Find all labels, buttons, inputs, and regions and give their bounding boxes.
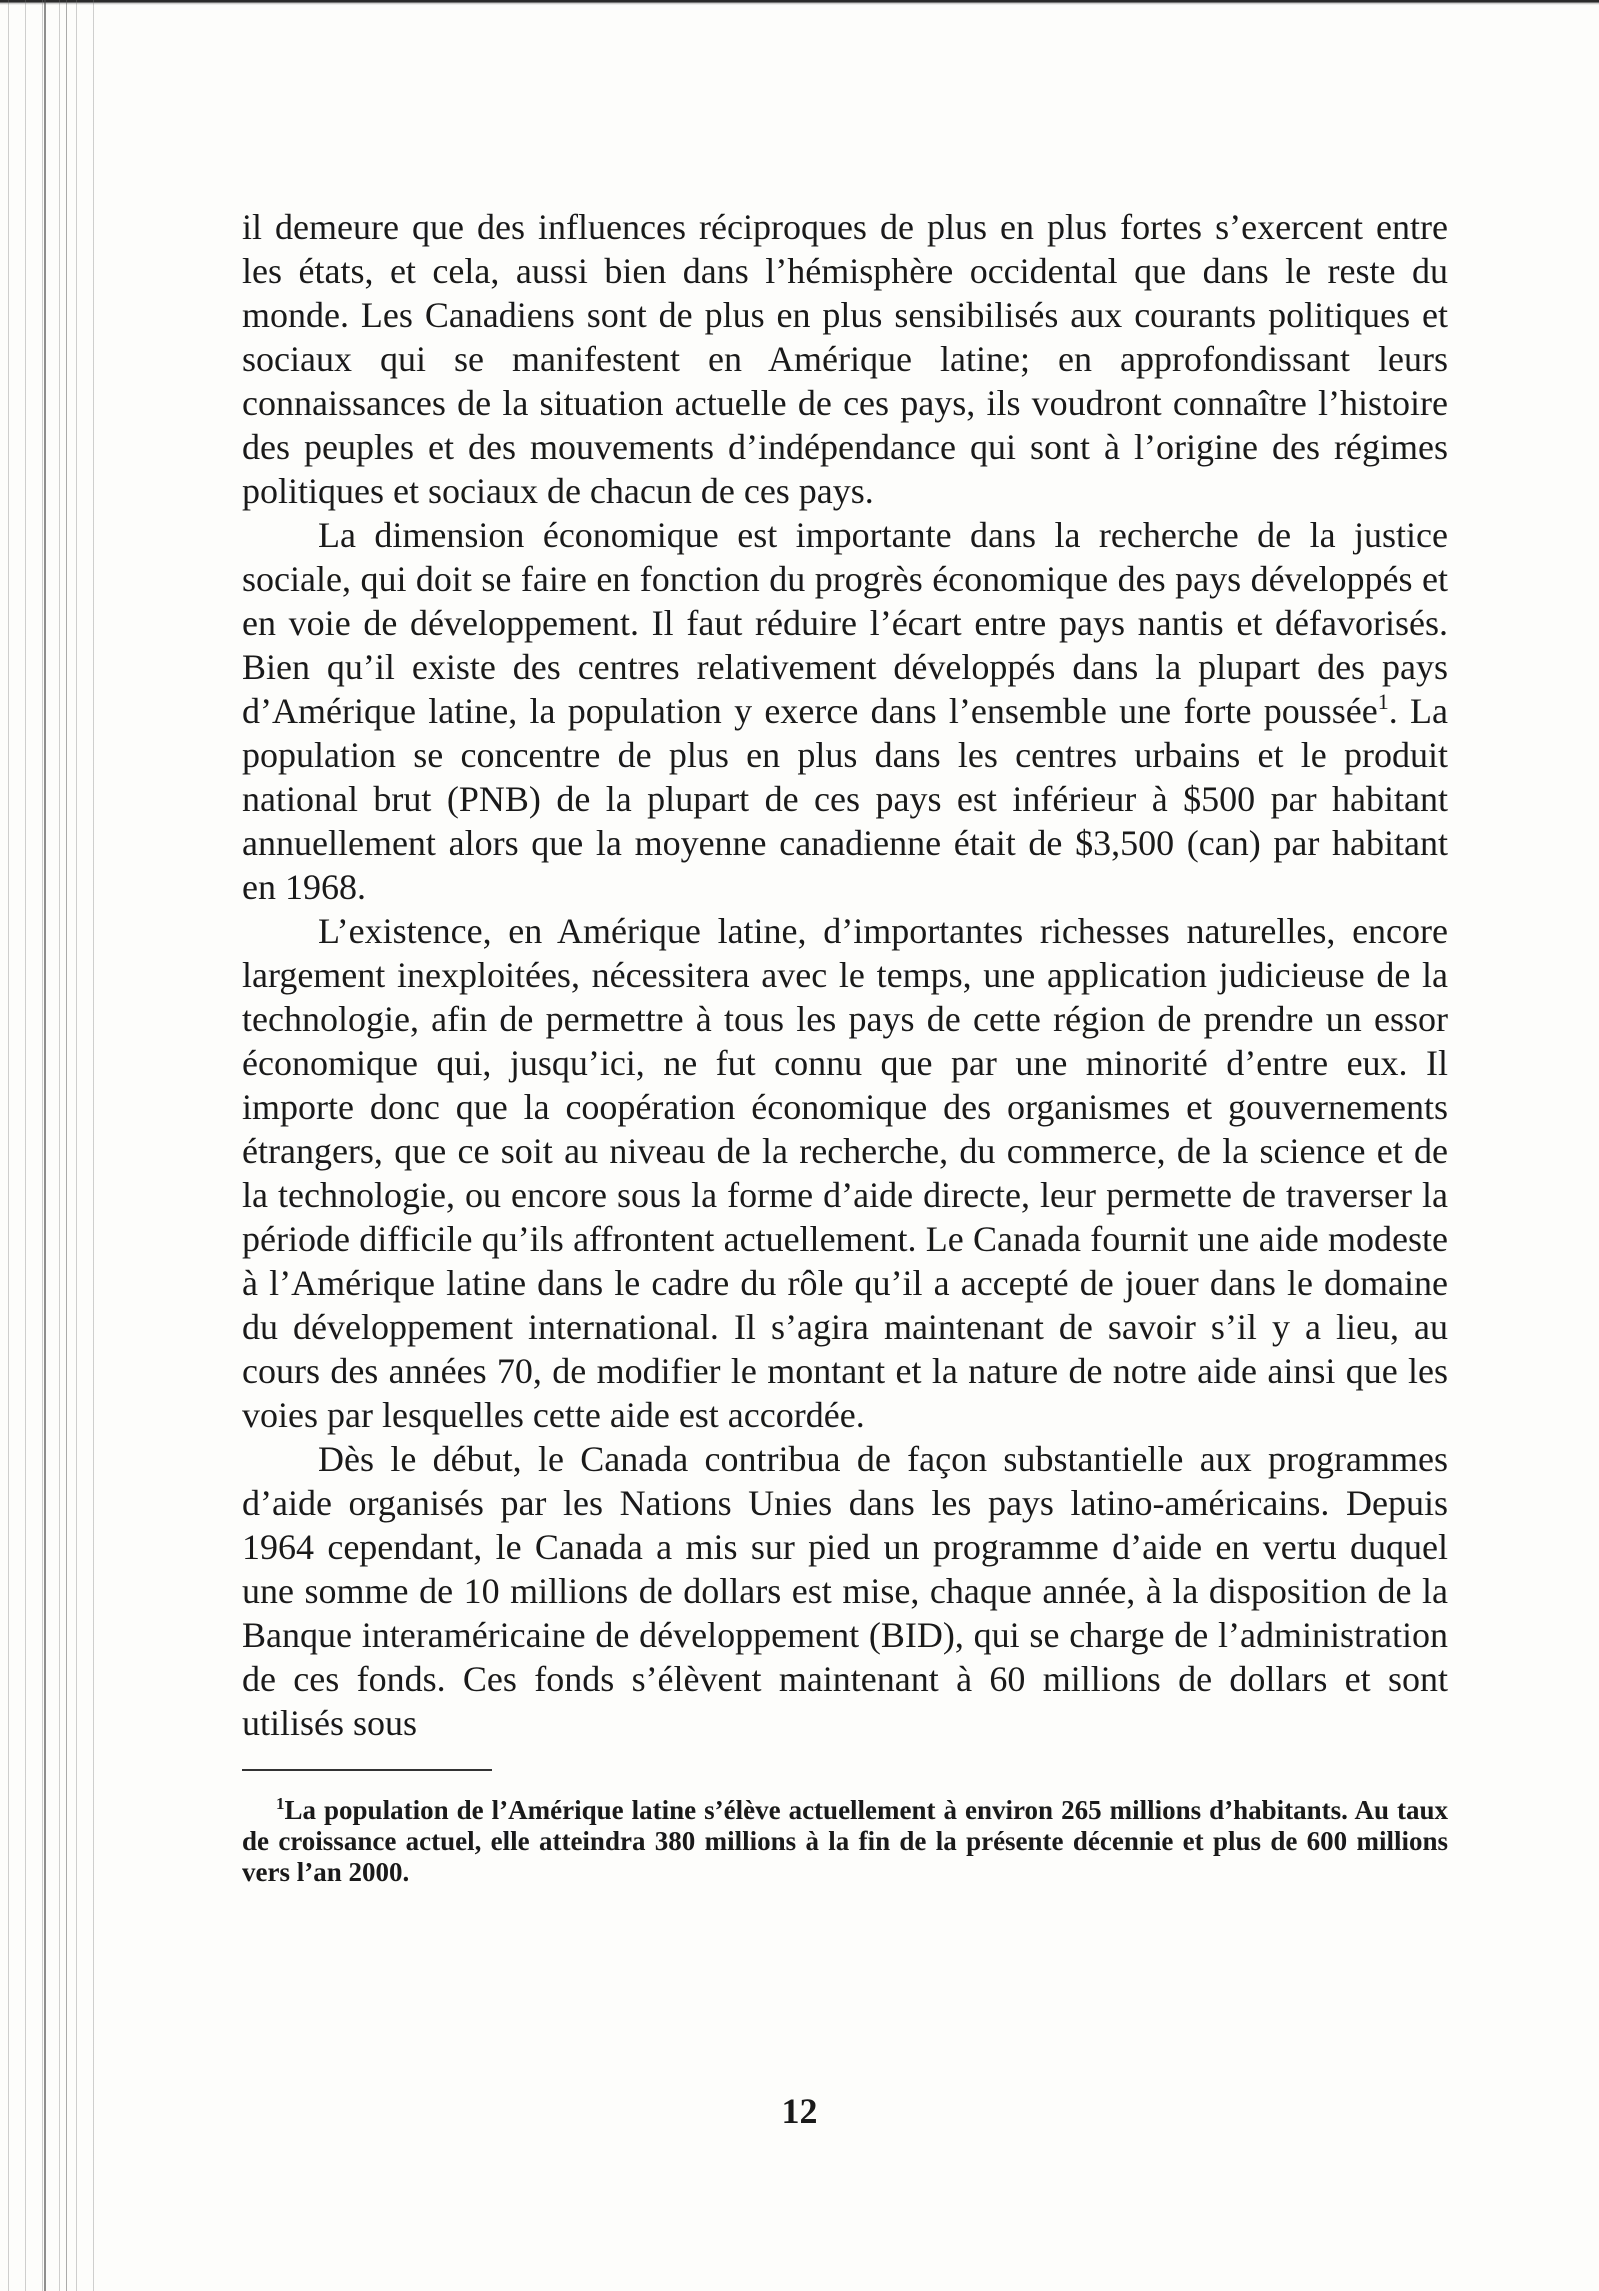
scan-binding-edge	[0, 0, 95, 2291]
footnote-reference[interactable]: 1	[1377, 689, 1389, 714]
page-content	[242, 205, 1448, 1888]
footnote-divider	[242, 1769, 492, 1771]
page-number: 12	[781, 2091, 818, 2131]
paragraph-1: il demeure que des influences réciproques de plus en plus fortes s’exercent entre les états, et cela, aussi bien dans l’hémisphère occidental que dans le reste du monde. Les Canadiens sont de plus en plus sensibilisés aux courants politiques et sociaux qui se manifestent en Amérique latine; en approfondissant leurs connaissances de la situation actuelle de ces pays, ils voudront connaître l’histoire des peuples et des mouvements d’indépendance qui sont à l’origine des régimes politiques et sociaux de chacun de ces pays.	[242, 207, 1448, 511]
paragraph-2-continuation: La population se concentre de plus en plus dans les centres urbains et le produit national brut (PNB) de la plupart de ces pays est inférieur à $500 par habitant annuellement alors que la moyenne canadienne était de $3,500 (can) par habitant en 1968.	[242, 691, 1448, 907]
paragraph-2-text: La dimension économique est importante dans la recherche de la justice sociale, qui doit se faire en fonction du progrès économique des pays développés et en voie de développement. Il faut réduire l’écart entre pays nantis et défavorisés. Bien qu’il existe des centres relativement développés dans la plupart des pays d’Amérique latine, la population y exerce dans l’ensemble une forte poussée	[242, 515, 1448, 731]
footnote-marker: 1	[276, 1794, 285, 1813]
paragraph-2: La dimension économique est importante dans la recherche de la justice sociale, qui doit se faire en fonction du progrès économique des pays développés et en voie de développement. Il faut réduire l’écart entre pays nantis et défavorisés. Bien qu’il existe des centres relativement développés dans la plupart des pays d’Amérique latine, la population y exerce dans l’ensemble une forte poussée$^1$. La population se concentre de plus en plus dans les centres urbains et le produit national brut (PNB) de la plupart de ces pays est inférieur à $500 par habitant annuellement alors que la moyenne canadienne était de $3,500 (can) par habitant en 1968.	[242, 515, 1448, 907]
paragraph-3: L’existence, en Amérique latine, d’importantes richesses naturelles, encore largement inexploitées, nécessitera avec le temps, une application judicieuse de la technologie, afin de permettre à tous les pays de cette région de prendre un essor économique qui, jusqu’ici, ne fut connu que par une minorité d’entre eux. Il importe donc que la coopération économique des organismes et gouvernements étrangers, que ce soit au niveau de la recherche, du commerce, de la science et de la technologie, ou encore sous la forme d’aide directe, leur permette de traverser la période difficile qu’ils affrontent actuellement. Le Canada fournit une aide modeste à l’Amérique latine dans le cadre du rôle qu’il a accepté de jouer dans le domaine du développement international. Il s’agira maintenant de savoir s’il y a lieu, au cours des années 70, de modifier le montant et la nature de notre aide ainsi que les voies par lesquelles cette aide est accordée.	[242, 911, 1448, 1435]
footnote	[242, 1795, 1448, 1888]
scan-top-edge	[0, 0, 1599, 5]
paragraph-4: Dès le début, le Canada contribua de façon substantielle aux programmes d’aide organisés par les Nations Unies dans les pays latino-américains. Depuis 1964 cependant, le Canada a mis sur pied un programme d’aide en vertu duquel une somme de 10 millions de dollars est mise, chaque année, à la disposition de la Banque interaméricaine de développement (BID), qui se charge de l’administration de ces fonds. Ces fonds s’élèvent maintenant à 60 millions de dollars et sont utilisés sous	[242, 1439, 1448, 1743]
footnote-text: La population de l’Amérique latine s’élève actuellement à environ 265 millions d’habitants. Au taux de croissance actuel, elle atteindra 380 millions à la fin de la présente décennie et plus de 600 millions vers l’an 2000.	[242, 1795, 1448, 1887]
